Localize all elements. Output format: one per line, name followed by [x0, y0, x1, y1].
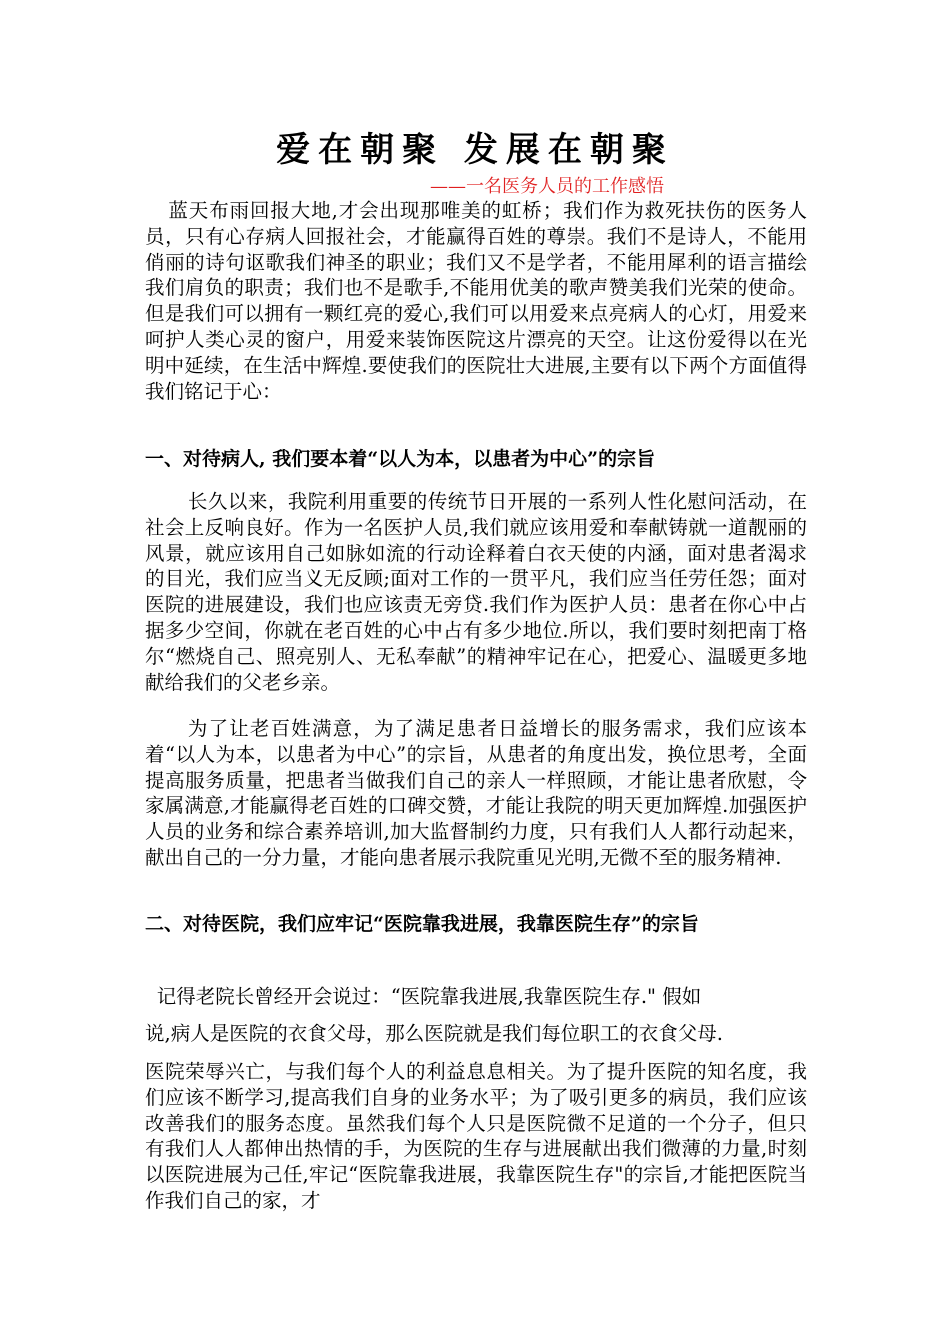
section-2-line-2: 说,病人是医院的衣食父母，那么医院就是我们每位职工的衣食父母. [145, 1022, 723, 1045]
document-title: 爱在朝聚 发展在朝聚 [276, 130, 674, 170]
section-2-heading: 二、对待医院，我们应牢记“医院靠我进展，我靠医院生存”的宗旨 [145, 913, 699, 935]
section-2-line-1: 记得老院长曾经开会说过：“医院靠我进展,我靠医院生存." 假如 [156, 985, 702, 1008]
section-2-paragraph: 医院荣辱兴亡，与我们每个人的利益息息相关。为了提升医院的知名度，我们应该不断学习,提高我们自身的业务水平；为了吸引更多的病员，我们应该改善我们的服务态度。虽然我们每个人只是医院微不足道的一个分子，但只有我们人人都伸出热情的手，为医院的生存与进展献出我们微薄的力量,时刻以医院进展为己任,牢记“医院靠我进展，我靠医院生存"的宗旨,才能把医院当作我们自己的家，才 [145, 1060, 807, 1212]
section-1-paragraph-2: 为了让老百姓满意，为了满足患者日益增长的服务需求，我们应该本着“以人为本，以患者为中心”的宗旨，从患者的角度出发，换位思考，全面提高服务质量，把患者当做我们自己的亲人一样照顾，才能让患者欣慰，令家属满意,才能赢得老百姓的口碑交赞，才能让我院的明天更加辉煌.加强医护人员的业务和综合素养培训,加大监督制约力度，只有我们人人都行动起来，献出自己的一分力量，才能向患者展示我院重见光明,无微不至的服务精神. [145, 717, 807, 869]
section-1-heading: 一、对待病人, 我们要本着“以人为本，以患者为中心”的宗旨 [145, 448, 656, 470]
section-1-paragraph-1: 长久以来，我院利用重要的传统节日开展的一系列人性化慰问活动，在社会上反响良好。作为一名医护人员,我们就应该用爱和奉献铸就一道靓丽的风景，就应该用自己如脉如流的行动诠释着白衣天使的内涵，面对患者渴求的目光，我们应当义无反顾;面对工作的一贯平凡，我们应当任劳任怨；面对医院的进展建设，我们也应该责无旁贷.我们作为医护人员：患者在你心中占据多少空间，你就在老百姓的心中占有多少地位.所以，我们要时刻把南丁格尔“燃烧自己、照亮别人、无私奉献”的精神牢记在心，把爱心、温暖更多地献给我们的父老乡亲。 [145, 490, 807, 694]
document-subtitle: ——一名医务人员的工作感悟 [430, 176, 664, 197]
intro-paragraph: 蓝天布雨回报大地,才会出现那唯美的虹桥；我们作为救死扶伤的医务人员，只有心存病人回报社会，才能赢得百姓的尊崇。我们不是诗人，不能用俏丽的诗句讴歌我们神圣的职业；我们又不是学者，不能用犀利的语言描绘我们肩负的职责；我们也不是歌手,不能用优美的歌声赞美我们光荣的使命。但是我们可以拥有一颗红亮的爱心,我们可以用爱来点亮病人的心灯，用爱来呵护人类心灵的窗户，用爱来装饰医院这片漂亮的天空。让这份爱得以在光明中延续，在生活中辉煌.要使我们的医院壮大进展,主要有以下两个方面值得我们铭记于心： [145, 199, 807, 403]
